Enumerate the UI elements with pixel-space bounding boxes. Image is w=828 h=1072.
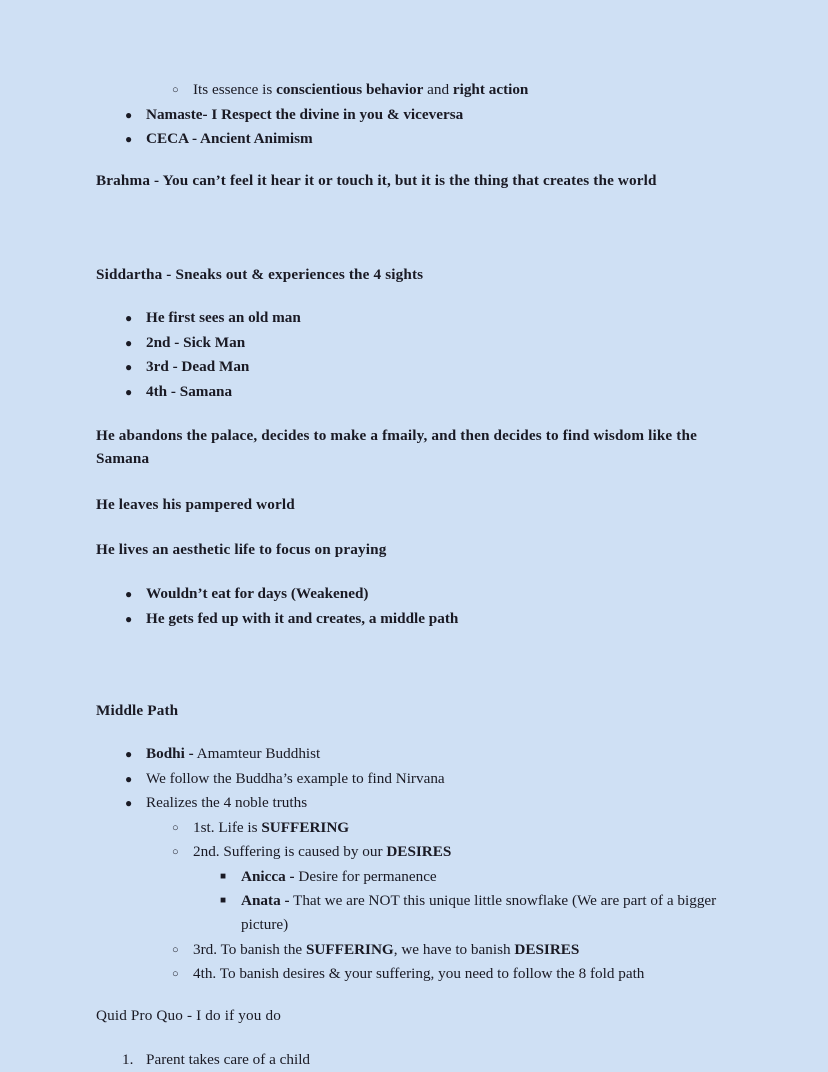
list-item-label — [193, 938, 733, 962]
middle-path-heading: Middle Path — [96, 701, 179, 719]
square-bullet-icon: ■ — [220, 895, 227, 907]
list-item — [96, 78, 733, 102]
essence-prefix: Its essence is — [193, 81, 277, 98]
list-item-label: 4th - Samana — [146, 382, 233, 400]
disc-bullet-icon: ● — [125, 107, 133, 122]
essence-middle: and — [423, 81, 453, 98]
truth-three-prefix: 3rd. To banish the — [193, 940, 306, 958]
list-item — [96, 331, 733, 355]
essence-list-block — [96, 78, 733, 151]
disc-bullet-icon: ● — [125, 587, 133, 602]
disc-bullet-icon: ● — [125, 611, 133, 626]
list-item — [96, 306, 733, 330]
list-number: 1. — [122, 1050, 134, 1068]
circle-bullet-icon: ○ — [172, 84, 179, 96]
namaste-ceca-list — [96, 103, 733, 152]
aesthetic-paragraph: He lives an aesthetic life to focus on praying — [96, 541, 387, 559]
list-item-label — [241, 889, 733, 937]
truth-three-middle: , we have to banish — [393, 940, 515, 958]
list-item-label — [193, 840, 733, 864]
disc-bullet-icon: ● — [125, 311, 133, 326]
essence-bold-two: right action — [452, 81, 529, 98]
disc-bullet-icon: ● — [125, 360, 133, 375]
square-bullet-icon: ■ — [220, 870, 227, 882]
siddartha-heading: Siddartha - Sneaks out & experiences the 4 sights — [96, 265, 424, 283]
list-item — [96, 582, 733, 606]
list-item — [96, 127, 733, 151]
truth-one-emphasis: SUFFERING — [261, 818, 350, 836]
truth-three-emphasis-one: SUFFERING — [305, 940, 394, 958]
middle-path-list-block — [96, 742, 733, 986]
list-item — [96, 380, 733, 404]
list-item-label: Parent takes care of a child — [146, 1050, 311, 1068]
list-item-label: He gets fed up with it and creates, a middle path — [146, 609, 459, 627]
noble-truths-list-continued — [96, 938, 733, 987]
list-item-label — [193, 78, 733, 102]
list-item-label: Wouldn’t eat for days (Weakened) — [146, 585, 369, 603]
truth-one-prefix: 1st. Life is — [193, 818, 262, 836]
truth-two-emphasis: DESIRES — [386, 843, 452, 861]
brahma-paragraph: Brahma - You can’t feel it hear it or touch it, but it is the thing that creates the world — [96, 172, 657, 189]
circle-bullet-icon: ○ — [172, 846, 179, 859]
quid-examples-block — [96, 1048, 733, 1072]
disc-bullet-icon: ● — [125, 384, 133, 399]
noble-truths-list — [96, 816, 733, 865]
anicca-term: Anicca - — [241, 867, 295, 885]
paragraph-spacer — [96, 651, 733, 699]
list-item — [96, 355, 733, 379]
list-item — [96, 742, 733, 766]
disc-bullet-icon: ● — [125, 335, 133, 350]
desire-terms-list — [96, 865, 733, 938]
list-item-label — [193, 816, 733, 840]
circle-bullet-icon: ○ — [172, 968, 179, 981]
list-item — [96, 889, 733, 937]
disc-bullet-icon: ● — [125, 796, 133, 811]
abandons-paragraph: He abandons the palace, decides to make a fmaily, and then decides to find wisdom like the Samana — [96, 426, 697, 468]
circle-bullet-icon: ○ — [172, 821, 179, 834]
list-item-label: Namaste- I Respect the divine in you & viceversa — [146, 105, 464, 123]
document-body — [96, 78, 733, 1072]
list-item-label: We follow the Buddha’s example to find Nirvana — [146, 769, 445, 787]
list-item — [96, 840, 733, 864]
list-item — [96, 1048, 733, 1072]
list-item — [96, 607, 733, 631]
disc-bullet-icon: ● — [125, 771, 133, 786]
list-item-label: 4th. To banish desires & your suffering, you need to follow the 8 fold path — [193, 965, 645, 983]
list-item-label: He first sees an old man — [146, 309, 301, 327]
bodhi-definition: Amamteur Buddhist — [193, 745, 321, 763]
list-item-label: CECA - Ancient Animism — [146, 130, 313, 147]
bodhi-term: Bodhi - — [146, 745, 194, 763]
list-item — [96, 103, 733, 127]
list-item-label: 2nd - Sick Man — [146, 333, 246, 351]
quid-pro-quo-paragraph: Quid Pro Quo - I do if you do — [96, 1007, 281, 1025]
truth-two-prefix: 2nd. Suffering is caused by our — [193, 843, 387, 861]
disc-bullet-icon: ● — [125, 747, 133, 762]
quid-examples-list — [96, 1048, 733, 1072]
paragraph-spacer — [96, 215, 733, 263]
leaves-paragraph: He leaves his pampered world — [96, 495, 295, 513]
list-item — [96, 865, 733, 889]
circle-bullet-icon: ○ — [172, 943, 179, 956]
list-item-label — [146, 742, 733, 766]
list-item — [96, 767, 733, 791]
four-sights-block — [96, 306, 733, 404]
essence-bold-one: conscientious behavior — [276, 81, 424, 98]
disc-bullet-icon: ● — [125, 132, 133, 146]
list-item — [96, 791, 733, 815]
list-item-label — [241, 865, 733, 889]
truth-three-emphasis-two: DESIRES — [514, 940, 580, 958]
anicca-definition: Desire for permanence — [294, 867, 437, 885]
anata-term: Anata - — [241, 892, 290, 910]
middle-path-list — [96, 742, 733, 815]
list-item-label: 3rd - Dead Man — [146, 358, 250, 376]
ascetic-list — [96, 582, 733, 631]
anata-definition: That we are NOT this unique little snowflake (We are part of a bigger picture) — [241, 892, 717, 934]
four-sights-list — [96, 306, 733, 404]
ascetic-list-block — [96, 582, 733, 631]
essence-list — [96, 78, 733, 102]
list-item-label: Realizes the 4 noble truths — [146, 794, 308, 812]
list-item — [96, 816, 733, 840]
list-item — [96, 962, 733, 986]
list-item — [96, 938, 733, 962]
